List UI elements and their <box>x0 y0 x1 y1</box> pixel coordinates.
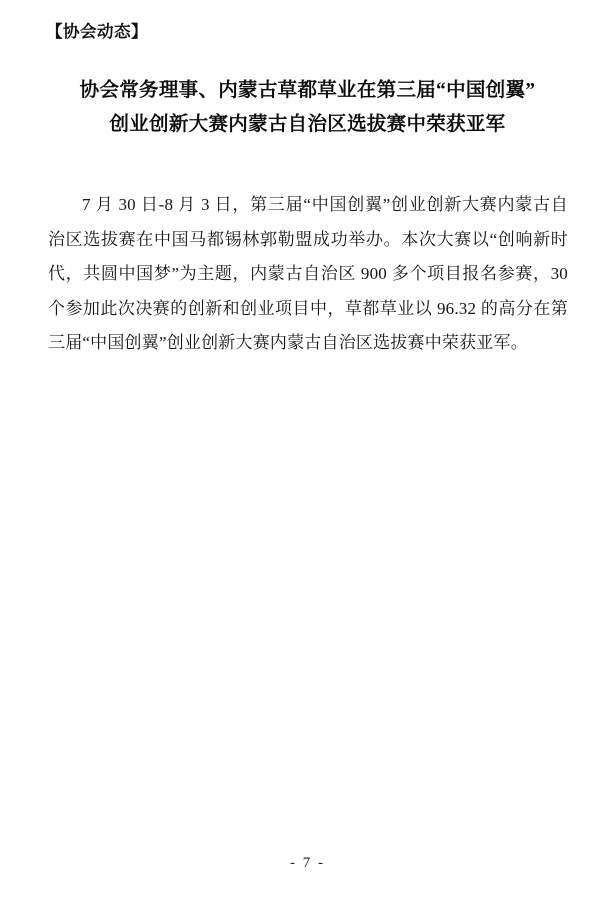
body-paragraph: 7 月 30 日-8 月 3 日，第三届“中国创翼”创业创新大赛内蒙古自治区选拔赛在中国马都锡林郭勒盟成功举办。本次大赛以“创响新时代，共圆中国梦”为主题，内蒙古自治区 900 多个项目报名参赛，30 个参加此次决赛的创新和创业项目中，草都草业以 96.32 的高分在第三届“中国创翼”创业创新大赛内蒙古自治区选拔赛中荣获亚军。 <box>48 195 568 352</box>
body-text <box>48 188 568 361</box>
page-title <box>46 74 569 142</box>
page-title-line-2: 创业创新大赛内蒙古自治区选拔赛中荣获亚军 <box>109 114 506 135</box>
section-tag: 【协会动态】 <box>46 22 148 41</box>
page-number: - 7 - <box>290 855 325 871</box>
page-title-line-1: 协会常务理事、内蒙古草都草业在第三届“中国创翼” <box>79 80 536 101</box>
